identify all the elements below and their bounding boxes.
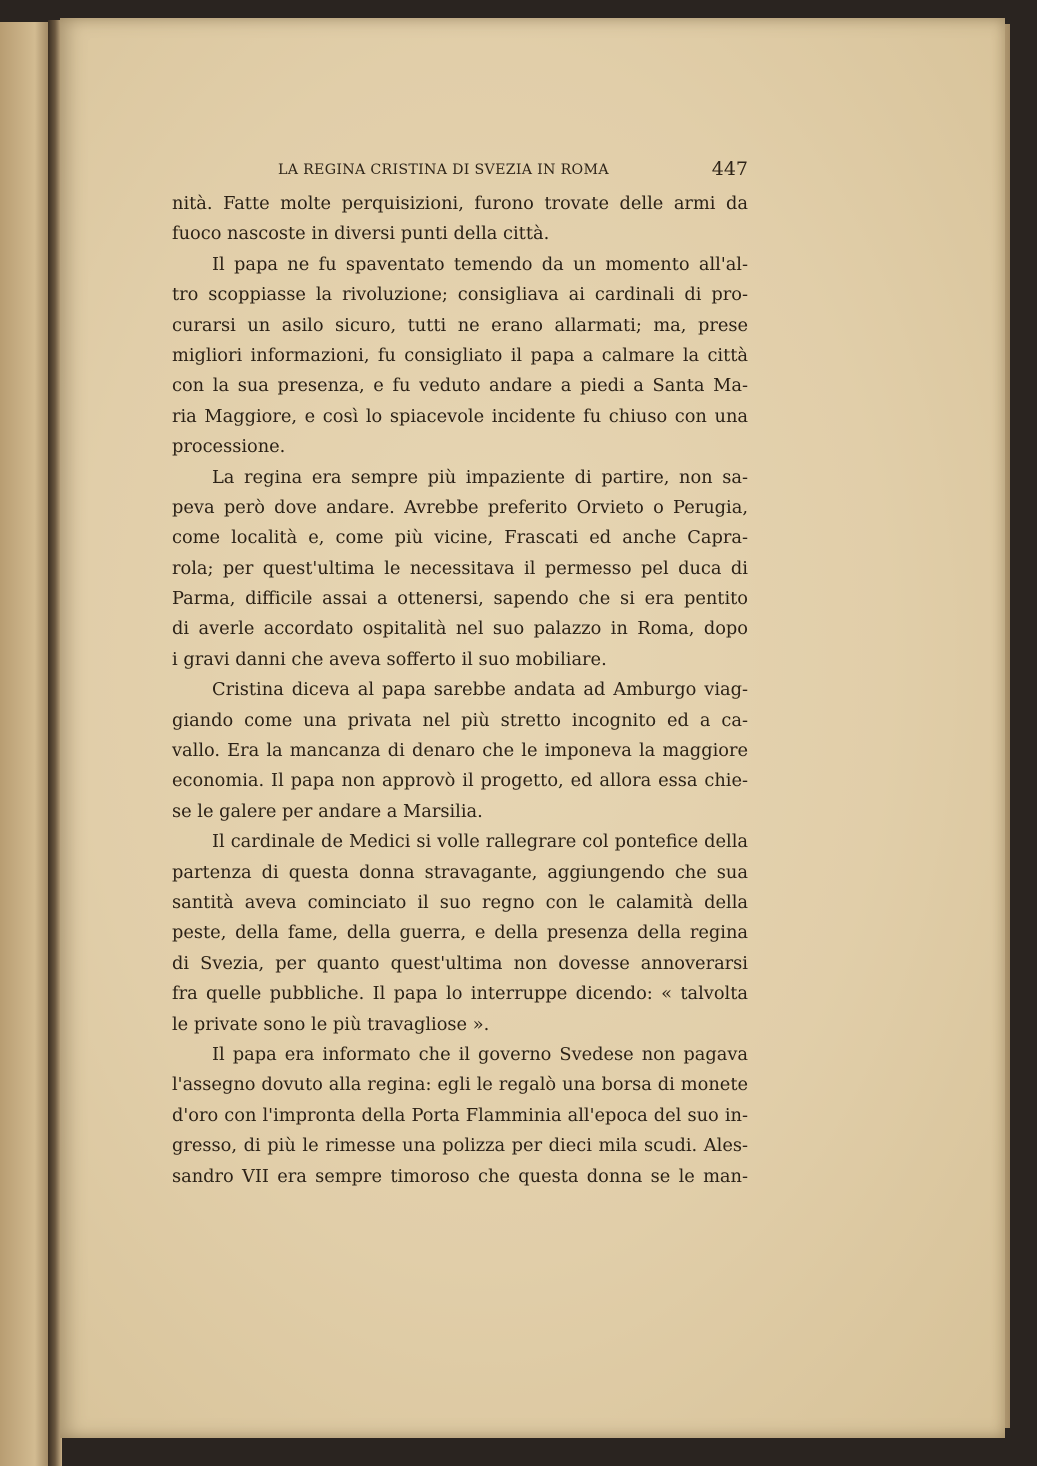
text-line: Cristina diceva al papa sarebbe andata ad Amburgo viag- bbox=[212, 679, 748, 701]
text-line: Il cardinale de Medici si volle rallegrare col pontefice della bbox=[212, 831, 748, 853]
running-head bbox=[278, 160, 748, 186]
text-line: le private sono le più travagliose ». bbox=[172, 1013, 490, 1035]
text-line: ria Maggiore, e così lo spiacevole incidente fu chiuso con una bbox=[172, 405, 748, 427]
text-line: con la sua presenza, e fu veduto andare a piedi a Santa Ma- bbox=[172, 375, 748, 397]
text-line: fuoco nascoste in diversi punti della città. bbox=[172, 223, 550, 245]
text-line: santità aveva cominciato il suo regno con le calamità della bbox=[172, 891, 748, 913]
text-line: Il papa era informato che il governo Svedese non pagava bbox=[212, 1043, 748, 1065]
text-line: partenza di questa donna stravagante, aggiungendo che sua bbox=[172, 861, 748, 883]
text-line: vallo. Era la mancanza di denaro che le imponeva la maggiore bbox=[172, 740, 748, 762]
text-line: rola; per quest'ultima le necessitava il permesso pel duca di bbox=[172, 557, 748, 579]
text-line: sandro VII era sempre timoroso che questa donna se le man- bbox=[172, 1165, 748, 1187]
facing-page-edge bbox=[0, 22, 50, 1466]
text-line: peva però dove andare. Avrebbe preferito Orvieto o Perugia, bbox=[172, 496, 748, 518]
text-line: migliori informazioni, fu consigliato il papa a calmare la città bbox=[172, 344, 748, 366]
text-line: i gravi danni che aveva sofferto il suo mobiliare. bbox=[172, 648, 607, 670]
text-line: Parma, difficile assai a ottenersi, sapendo che si era pentito bbox=[172, 588, 748, 610]
text-line: fra quelle pubbliche. Il papa lo interruppe dicendo: « talvolta bbox=[172, 983, 748, 1005]
body-text bbox=[172, 189, 748, 1192]
text-line: l'assegno dovuto alla regina: egli le regalò una borsa di monete bbox=[172, 1074, 748, 1096]
running-title: LA REGINA CRISTINA DI SVEZIA IN ROMA bbox=[278, 162, 609, 178]
text-line: economia. Il papa non approvò il progetto, ed allora essa chie- bbox=[172, 770, 748, 792]
text-line: Il papa ne fu spaventato temendo da un momento all'al- bbox=[212, 253, 748, 275]
text-line: processione. bbox=[172, 436, 286, 458]
text-line: gresso, di più le rimesse una polizza per dieci mila scudi. Ales- bbox=[172, 1135, 748, 1157]
text-line: tro scoppiasse la rivoluzione; consigliava ai cardinali di pro- bbox=[172, 284, 748, 306]
text-line: curarsi un asilo sicuro, tutti ne erano allarmati; ma, prese bbox=[172, 314, 748, 336]
text-line: nità. Fatte molte perquisizioni, furono trovate delle armi da bbox=[172, 193, 748, 214]
text-line: d'oro con l'impronta della Porta Flamminia all'epoca del suo in- bbox=[172, 1104, 748, 1126]
text-line: di Svezia, per quanto quest'ultima non dovesse annoverarsi bbox=[172, 952, 748, 974]
text-line: se le galere per andare a Marsilia. bbox=[172, 800, 483, 822]
text-line: giando come una privata nel più stretto incognito ed a ca- bbox=[172, 709, 748, 731]
text-line: peste, della fame, della guerra, e della presenza della regina bbox=[172, 922, 748, 944]
page-number: 447 bbox=[711, 158, 748, 180]
text-line: La regina era sempre più impaziente di partire, non sa- bbox=[212, 466, 748, 488]
text-line: come località e, come più vicine, Frascati ed anche Capra- bbox=[172, 527, 748, 549]
text-line: di averle accordato ospitalità nel suo palazzo in Roma, dopo bbox=[172, 618, 748, 640]
